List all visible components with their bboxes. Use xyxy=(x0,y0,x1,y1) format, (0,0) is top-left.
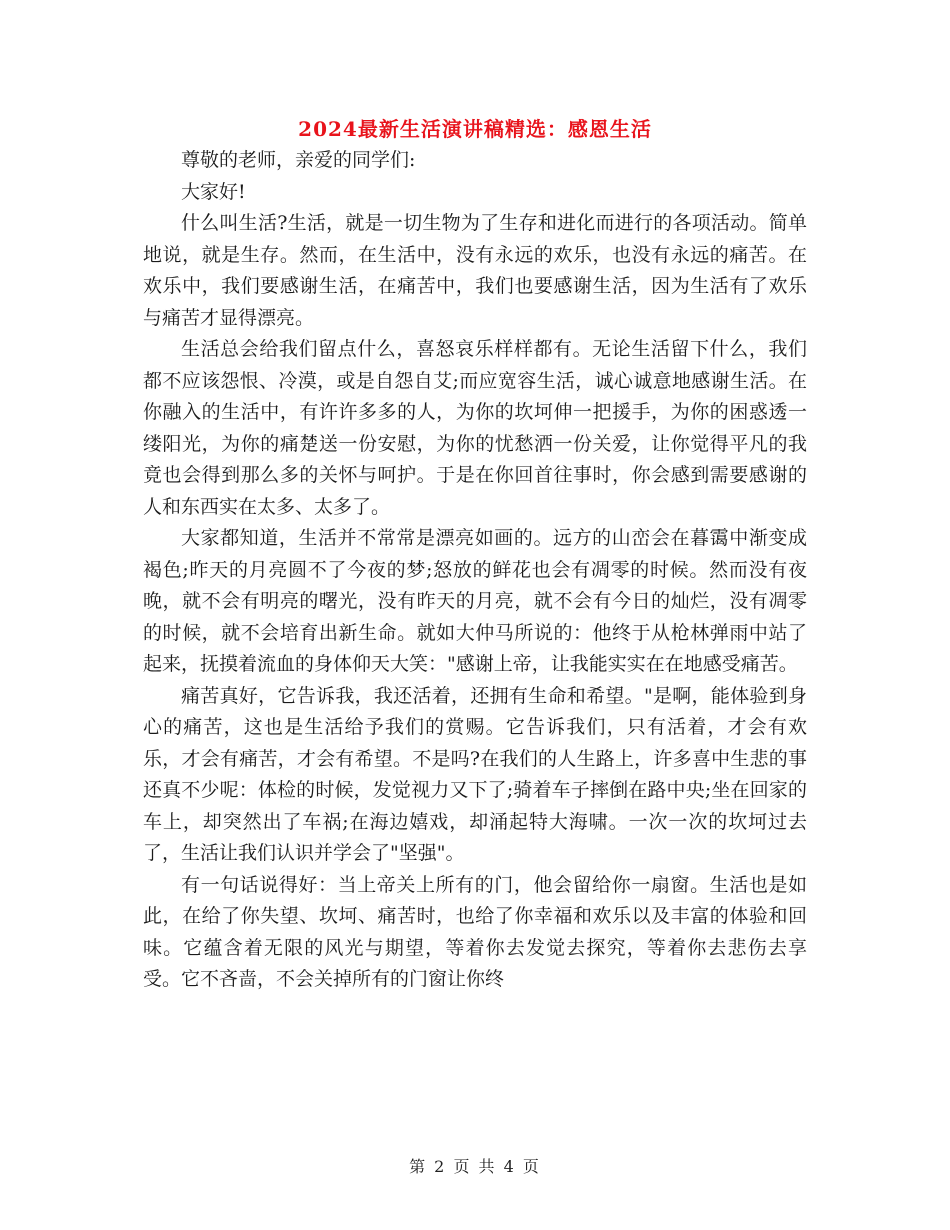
body-paragraph-2: 生活总会给我们留点什么，喜怒哀乐样样都有。无论生活留下什么，我们都不应该怨恨、冷漠，或是自怨自艾;而应宽容生活，诚心诚意地感谢生活。在你融入的生活中，有许许多多的人，为你的坎坷伸一把援手，为你的困惑透一缕阳光，为你的痛楚送一份安慰，为你的忧愁洒一份关爱，让你觉得平凡的我竟也会得到那么多的关怀与呵护。于是在你回首往事时，你会感到需要感谢的人和东西实在太多、太多了。 xyxy=(143,338,807,518)
salutation-paragraph: 尊敬的老师，亲爱的同学们: xyxy=(181,149,416,171)
body-paragraph-3: 大家都知道，生活并不常常是漂亮如画的。远方的山峦会在暮霭中渐变成褐色;昨天的月亮圆不了今夜的梦;怒放的鲜花也会有凋零的时候。然而没有夜晚，就不会有明亮的曙光，没有昨天的月亮，就不会有今日的灿烂，没有凋零的时候，就不会培育出新生命。就如大仲马所说的：他终于从枪林弹雨中站了起来，抚摸着流血的身体仰天大笑："感谢上帝，让我能实实在在地感受痛苦。 xyxy=(143,527,807,675)
body-paragraph-1: 什么叫生活?生活，就是一切生物为了生存和进化而进行的各项活动。简单地说，就是生存。然而，在生活中，没有永远的欢乐，也没有永远的痛苦。在欢乐中，我们要感谢生活，在痛苦中，我们也要感谢生活，因为生活有了欢乐与痛苦才显得漂亮。 xyxy=(143,212,807,329)
document-body xyxy=(143,145,807,996)
document-title: 2024最新生活演讲稿精选：感恩生活 xyxy=(298,117,652,141)
body-paragraph-4: 痛苦真好，它告诉我，我还活着，还拥有生命和希望。"是啊，能体验到身心的痛苦，这也是生活给予我们的赏赐。它告诉我们，只有活着，才会有欢乐，才会有痛苦，才会有希望。不是吗?在我们的人生路上，许多喜中生悲的事还真不少呢：体检的时候，发觉视力又下了;骑着车子摔倒在路中央;坐在回家的车上，却突然出了车祸;在海边嬉戏，却涌起特大海啸。一次一次的坎坷过去了，生活让我们认识并学会了"坚强"。 xyxy=(143,684,807,864)
greeting-paragraph: 大家好! xyxy=(181,180,246,203)
page-number-footer: 第 2 页 共 4 页 xyxy=(409,1157,541,1176)
body-paragraph-5: 有一句话说得好：当上帝关上所有的门，他会留给你一扇窗。生活也是如此，在给了你失望、坎坷、痛苦时，也给了你幸福和欢乐以及丰富的体验和回味。它蕴含着无限的风光与期望，等着你去发觉去探究，等着你去悲伤去享受。它不吝啬，不会关掉所有的门窗让你终 xyxy=(143,873,807,990)
